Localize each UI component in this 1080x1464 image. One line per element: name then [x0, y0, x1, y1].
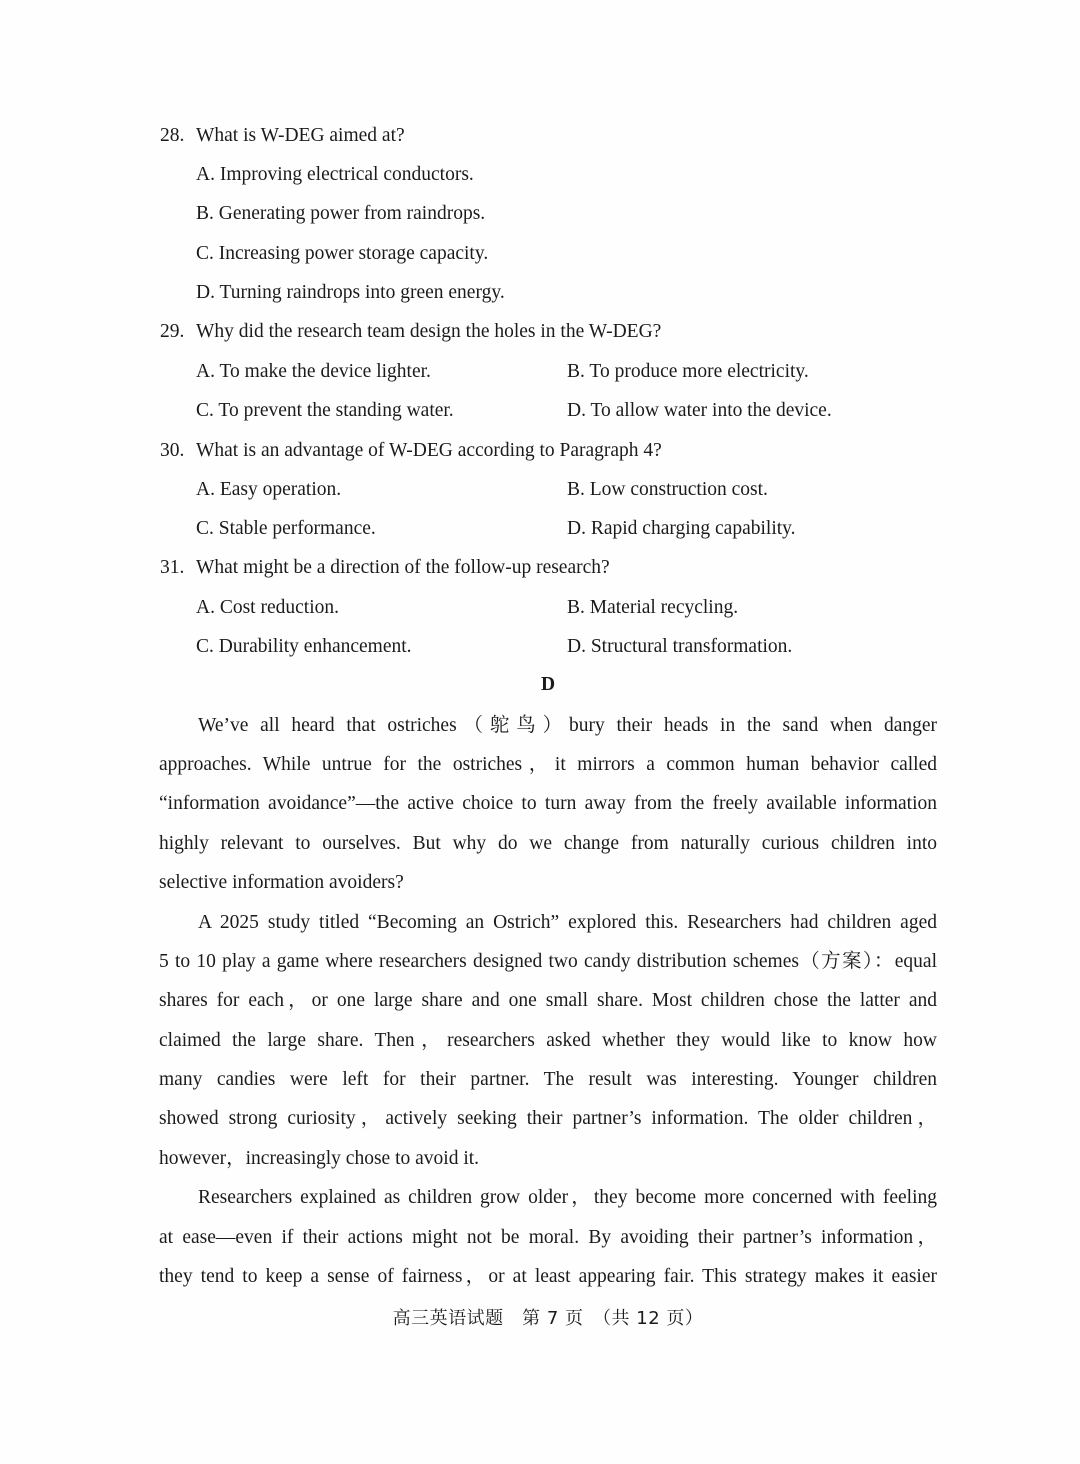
option-a: A. Easy operation.	[196, 479, 342, 500]
option-c: C. To prevent the standing water.	[196, 400, 454, 421]
option-d: D. Structural transformation.	[567, 636, 793, 657]
passage-line: however，increasingly chose to avoid it.	[159, 1148, 480, 1169]
passage-line: many candies were left for their partner. The result was interesting. Younger children	[159, 1069, 937, 1090]
question-text: What might be a direction of the follow-up research?	[196, 557, 610, 578]
passage-line: 5 to 10 play a game where researchers designed two candy distribution schemes（方案）：equal	[159, 951, 937, 972]
option-d: D. To allow water into the device.	[567, 400, 832, 421]
option-b: B. Generating power from raindrops.	[196, 203, 486, 224]
option-c: C. Durability enhancement.	[196, 636, 412, 657]
option-a: A. Cost reduction.	[196, 597, 339, 618]
passage-line: at ease—even if their actions might not be moral. By avoiding their partner’s information，	[159, 1227, 937, 1248]
question-text: What is W-DEG aimed at?	[196, 125, 405, 146]
question-29-stem	[160, 320, 661, 344]
question-number: 31.	[160, 557, 185, 578]
question-28-stem	[160, 124, 405, 148]
passage-line: selective information avoiders?	[159, 872, 404, 893]
option-d: D. Rapid charging capability.	[567, 518, 796, 539]
passage-line: highly relevant to ourselves. But why do we change from naturally curious children into	[159, 833, 937, 854]
passage-line: showed strong curiosity，actively seeking their partner’s information. The older children，	[159, 1108, 937, 1129]
passage-line: We’ve all heard that ostriches（鸵鸟）bury their heads in the sand when danger	[198, 715, 937, 736]
option-d: D. Turning raindrops into green energy.	[196, 282, 505, 303]
passage-line: A 2025 study titled “Becoming an Ostrich” explored this. Researchers had children aged	[198, 912, 937, 933]
option-c: C. Increasing power storage capacity.	[196, 243, 489, 264]
option-a: A. Improving electrical conductors.	[196, 164, 474, 185]
question-number: 30.	[160, 440, 185, 461]
question-text: What is an advantage of W-DEG according to Paragraph 4?	[196, 440, 662, 461]
question-number: 29.	[160, 321, 185, 342]
option-b: B. Low construction cost.	[567, 479, 768, 500]
option-b: B. Material recycling.	[567, 597, 739, 618]
passage-line: shares for each，or one large share and one small share. Most children chose the latter and	[159, 990, 937, 1011]
passage-line: approaches. While untrue for the ostriches，it mirrors a common human behavior called	[159, 754, 937, 775]
option-b: B. To produce more electricity.	[567, 361, 809, 382]
option-a: A. To make the device lighter.	[196, 361, 431, 382]
question-31-stem	[160, 556, 610, 580]
option-c: C. Stable performance.	[196, 518, 376, 539]
question-number: 28.	[160, 125, 185, 146]
question-text: Why did the research team design the holes in the W-DEG?	[196, 321, 662, 342]
passage-line: Researchers explained as children grow older，they become more concerned with feeling	[198, 1187, 937, 1208]
passage-line: “information avoidance”—the active choice to turn away from the freely available information	[159, 793, 937, 814]
passage-line: they tend to keep a sense of fairness，or at least appearing fair. This strategy makes it easier	[159, 1266, 937, 1287]
question-30-stem	[160, 439, 662, 463]
section-heading: D	[540, 674, 556, 695]
page-footer: 高三英语试题 第 7 页 （共 12 页）	[392, 1308, 704, 1329]
passage-line: claimed the large share. Then，researchers asked whether they would like to know how	[159, 1030, 937, 1051]
